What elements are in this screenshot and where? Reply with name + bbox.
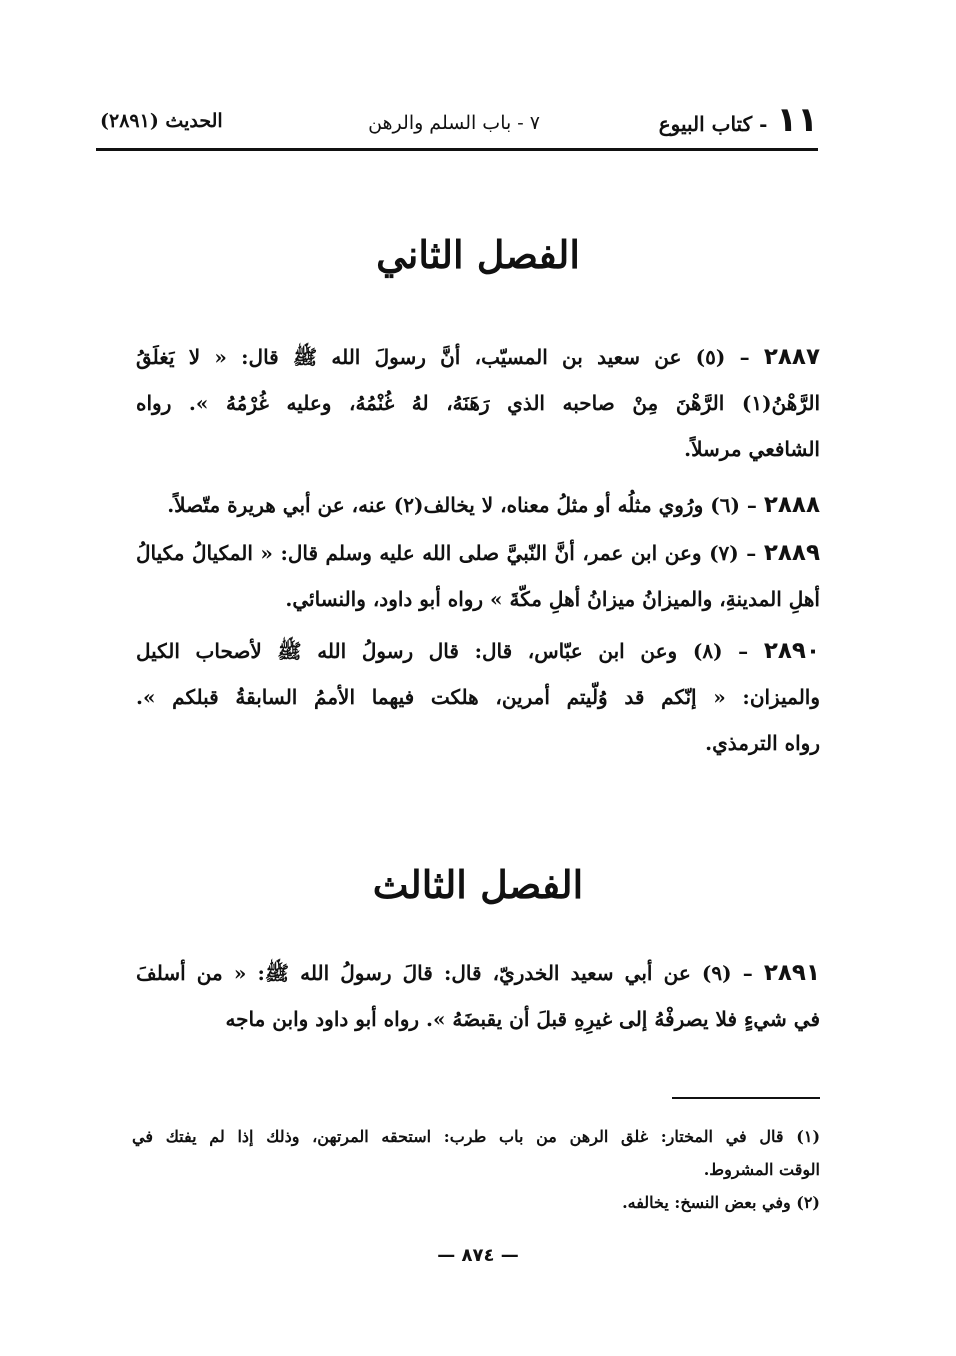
section-two-title: الفصل الثاني [376, 232, 580, 277]
book-title: - كتاب البيوع [658, 112, 768, 136]
hadith-number: ٢٨٨٩ [763, 540, 820, 566]
hadith-line: والميزان: « إنّكم قد وُلّيتم أمرين، هلكت فيهما الأممُ السابقةُ قبلكم ». [136, 685, 820, 709]
hadith-line [136, 482, 820, 528]
volume-number: ١١ [776, 100, 818, 140]
footnotes [132, 1120, 820, 1219]
hadith-number: ٢٨٨٧ [763, 344, 820, 370]
hadith-text: – (٧) وعن ابن عمر، أنَّ النّبيَّ صلى الله عليه وسلم قال: « المكيالُ مكيالُ [136, 541, 757, 565]
page-number: — ٨٧٤ — [437, 1245, 519, 1266]
hadith-line [136, 334, 820, 380]
footnote-line: الوقت المشروط. [703, 1160, 820, 1179]
footnote-divider [672, 1097, 820, 1099]
hadith-number: ٢٨٨٨ [763, 492, 820, 518]
hadith-2889 [136, 530, 820, 622]
hadith-2891 [136, 950, 820, 1042]
footnote-line: (١) قال في المختار: غلق الرهن من باب طرب: استحقه المرتهن، وذلك إذا لم يفتك في [132, 1127, 820, 1146]
hadith-line [136, 530, 820, 576]
hadith-text: – (٦) ورُوي مثلُه أو مثلُ معناه، لا يخالف(٢) عنه، عن أبي هريرة متّصلاً. [167, 493, 757, 517]
hadith-line: في شيءٍ فلا يصرفْهُ إلى غيرِهِ قبلَ أن يقبضَهُ ». رواه أبو داود وابن ماجه [225, 1007, 820, 1031]
running-header [96, 96, 818, 151]
header-book-label [659, 100, 818, 140]
hadith-text: – (٥) عن سعيد بن المسيّب، أنَّ رسولَ الله ﷺ قال: « لا يَغلَقُ [136, 345, 750, 369]
hadith-text: – (٨) وعن ابن عبّاس، قال: قال رسولُ الله ﷺ لأصحاب الكيل [136, 639, 749, 663]
footnote-line: (٢) وفي بعض النسخ: يخالفه. [622, 1193, 820, 1212]
hadith-2890 [136, 628, 820, 766]
hadith-line: الرَّهْنُ(١) الرَّهْنَ مِنْ صاحبه الذي رَهَنَهُ، لهُ غُنْمُهُ، وعليه غُرْمُهُ ». رواه [136, 391, 820, 415]
chapter-title: ٧ - باب السلم والرهن [368, 112, 540, 134]
hadith-number: ٢٨٩٠ [763, 638, 820, 664]
hadith-line: الشافعي مرسلاً. [684, 437, 820, 461]
hadith-range: الحديث (٢٨٩١) [100, 110, 223, 132]
hadith-line [136, 950, 820, 996]
section-three-title: الفصل الثالث [372, 862, 584, 907]
hadith-line: أهلِ المدينةِ، والميزانُ ميزانُ أهلِ مكّةَ » رواه أبو داود، والنسائي. [285, 587, 820, 611]
hadith-2887 [136, 334, 820, 472]
hadith-line: رواه الترمذي. [705, 731, 820, 755]
hadith-number: ٢٨٩١ [763, 960, 820, 986]
hadith-text: – (٩) عن أبي سعيد الخدريّ، قال: قالَ رسولُ الله ﷺ: « من أسلفَ [136, 961, 753, 985]
hadith-2888 [136, 482, 820, 528]
hadith-line [136, 628, 820, 674]
